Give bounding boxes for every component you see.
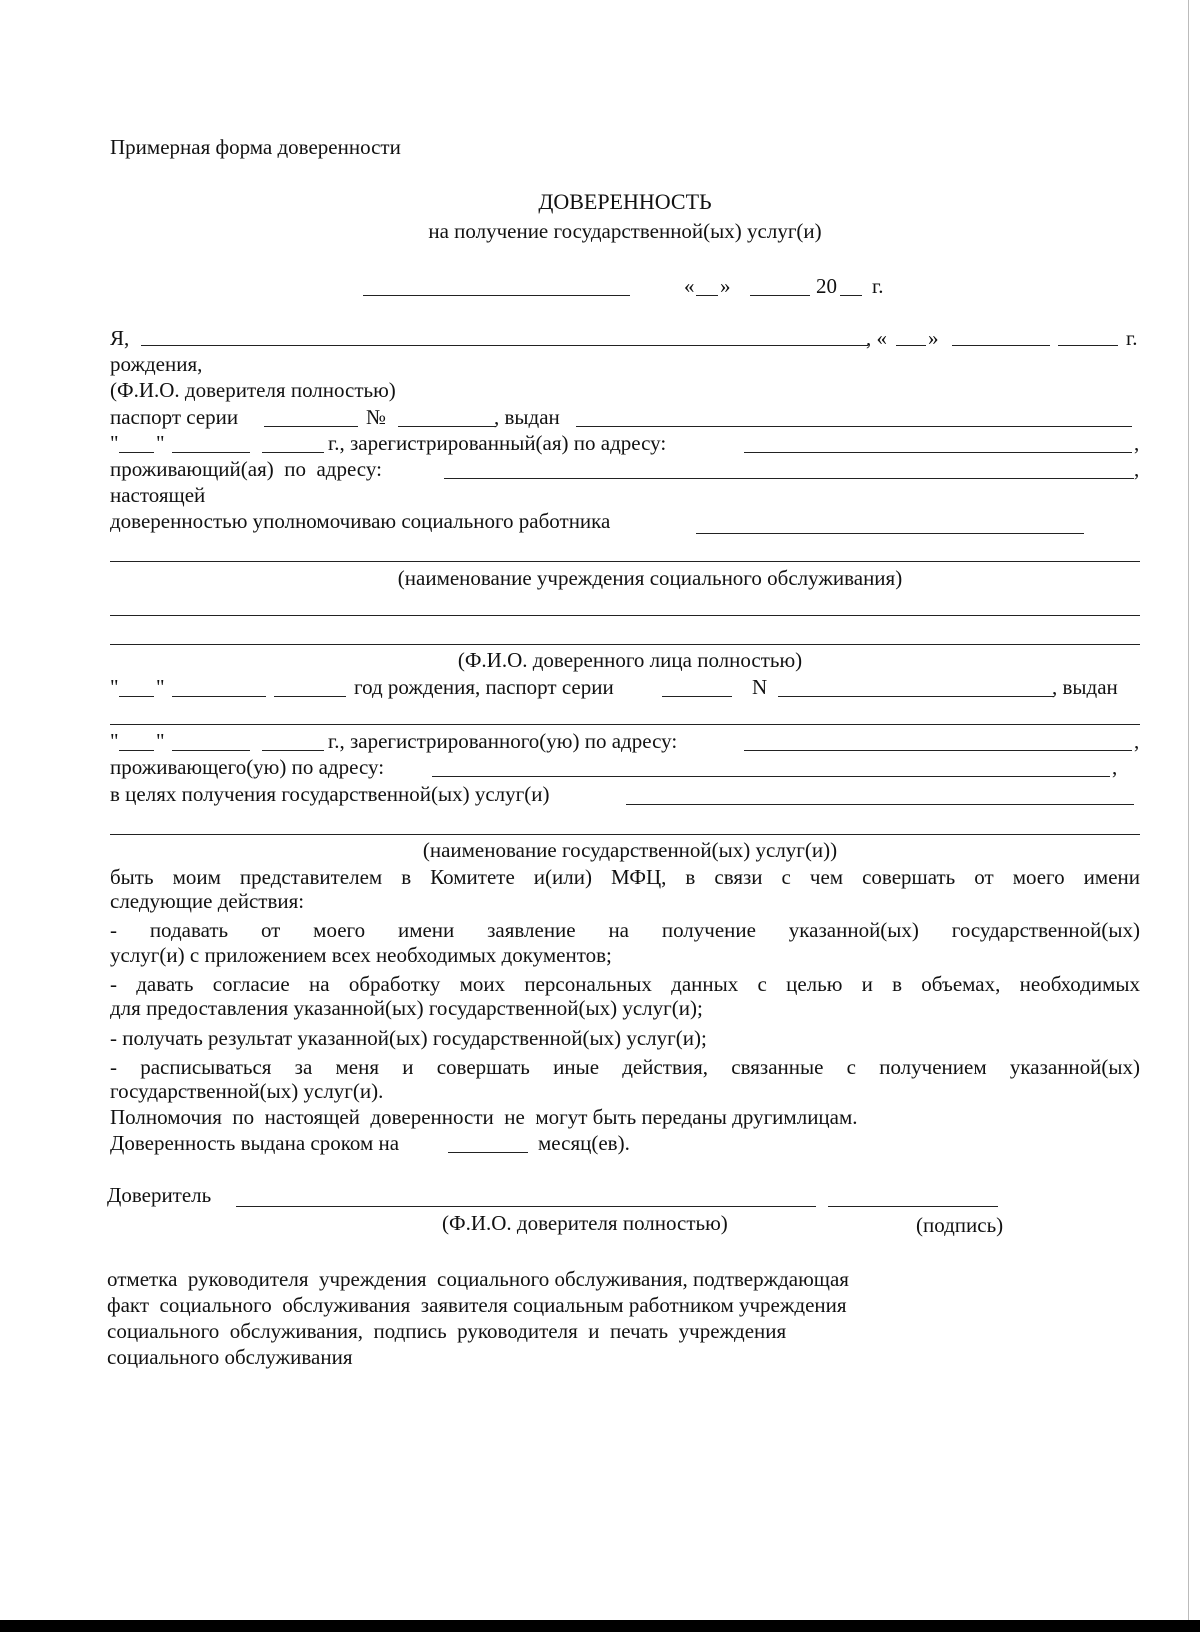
term-months-field[interactable]	[448, 1152, 528, 1153]
body-line-1b: следующие действия:	[110, 889, 305, 913]
principal-name-field[interactable]	[141, 345, 868, 346]
agent-issue-year-field[interactable]	[262, 750, 324, 751]
body-line-6: Полномочия по настоящей доверенности не могут быть переданы другимлицам.	[110, 1105, 858, 1129]
agent-issued-by-field[interactable]	[110, 724, 1140, 725]
agent-birth-month-field[interactable]	[172, 696, 266, 697]
principal-issued-label: , выдан	[494, 405, 560, 429]
body-line-1a: быть моим представителем в Комитете и(или) МФЦ, в связи с чем совершать от моего имени	[110, 865, 1140, 889]
agent-issue-day-field[interactable]	[119, 750, 154, 751]
principal-issued-by-field[interactable]	[576, 426, 1132, 427]
service-field-1[interactable]	[626, 804, 1134, 805]
principal-close-quote: »	[928, 326, 939, 350]
agent-birth-year-field[interactable]	[274, 696, 346, 697]
principal-comma-2: ,	[1134, 457, 1140, 481]
principal-birth-month-field[interactable]	[952, 345, 1050, 346]
agent-fio-note: (Ф.И.О. доверенного лица полностью)	[457, 648, 803, 672]
institution-field[interactable]	[110, 561, 1140, 562]
principal-fio-note: (Ф.И.О. доверителя полностью)	[110, 378, 396, 402]
principal-birth-day-field[interactable]	[896, 345, 926, 346]
date-year-suffix: г.	[872, 274, 884, 298]
body-line-5b: государственной(ых) услуг(и).	[110, 1079, 384, 1103]
body-line-5a: - расписываться за меня и совершать иные действия, связанные с получением указанной(ых)	[110, 1055, 1140, 1079]
footer-line-4: социального обслуживания	[107, 1345, 353, 1369]
document-title: ДОВЕРЕННОСТЬ	[538, 189, 712, 214]
body-line-2a: - подавать от моего имени заявление на получение указанной(ых) государственной(ых)	[110, 918, 1140, 942]
agent-quote-open: "	[110, 675, 119, 699]
scan-edge-line	[1188, 0, 1189, 1620]
institution-note: (наименование учреждения социального обслуживания)	[397, 566, 903, 590]
principal-year-suffix: г.	[1126, 326, 1138, 350]
footer-line-3: социального обслуживания, подпись руководителя и печать учреждения	[107, 1319, 787, 1343]
present-label: настоящей	[110, 483, 206, 507]
signature-fio-note: (Ф.И.О. доверителя полностью)	[442, 1211, 728, 1235]
signature-sign-note: (подпись)	[916, 1213, 1004, 1237]
date-year-field[interactable]	[840, 295, 862, 296]
agent-birth-passport-label: год рождения, паспорт серии	[354, 675, 614, 699]
principal-comma-1: ,	[1134, 431, 1140, 455]
agent-birth-day-field[interactable]	[119, 696, 154, 697]
agent-living-address-field[interactable]	[432, 776, 1110, 777]
footer-line-2: факт социального обслуживания заявителя социальным работником учреждения	[107, 1293, 847, 1317]
principal-birth-label: рождения,	[110, 352, 203, 376]
agent-name-field-1[interactable]	[110, 615, 1140, 616]
principal-passport-number-field[interactable]	[398, 426, 496, 427]
date-day-field[interactable]	[696, 295, 718, 296]
agent-name-field-2[interactable]	[110, 644, 1140, 645]
agent-registered-address-field[interactable]	[744, 750, 1132, 751]
agent-passport-number-field[interactable]	[778, 696, 1054, 697]
principal-signature-name-field[interactable]	[236, 1206, 816, 1207]
agent-quote-open-2: "	[110, 729, 119, 753]
principal-quote-open: "	[110, 431, 119, 455]
term-label: Доверенность выдана сроком на	[110, 1131, 400, 1155]
date-month-field[interactable]	[750, 295, 810, 296]
authorize-label: доверенностью уполномочиваю социального работника	[110, 509, 611, 533]
agent-registered-label: г., зарегистрированного(ую) по адресу:	[328, 729, 678, 753]
body-line-3a: - давать согласие на обработку моих персональных данных с целью и в объемах, необходимых	[110, 972, 1140, 996]
social-worker-field[interactable]	[696, 533, 1084, 534]
agent-passport-series-field[interactable]	[662, 696, 732, 697]
principal-signature-label: Доверитель	[107, 1183, 212, 1207]
footer-line-1: отметка руководителя учреждения социального обслуживания, подтверждающая	[107, 1267, 849, 1291]
agent-issue-month-field[interactable]	[172, 750, 250, 751]
agent-quote-close-2: "	[156, 729, 165, 753]
body-line-3b: для предоставления указанной(ых) государственной(ых) услуг(и);	[110, 996, 703, 1020]
principal-registered-address-field[interactable]	[744, 452, 1132, 453]
term-months-label: месяц(ев).	[538, 1131, 630, 1155]
principal-issue-day-field[interactable]	[119, 452, 154, 453]
principal-issue-year-field[interactable]	[262, 452, 324, 453]
service-note: (наименование государственной(ых) услуг(и))	[422, 838, 838, 862]
agent-issued-label: , выдан	[1052, 675, 1118, 699]
principal-quote-close: "	[156, 431, 165, 455]
principal-living-address-field[interactable]	[444, 478, 1134, 479]
purpose-label: в целях получения государственной(ых) услуг(и)	[110, 782, 550, 806]
principal-issue-month-field[interactable]	[172, 452, 250, 453]
date-open-quote: «	[684, 274, 695, 298]
body-line-2b: услуг(и) с приложением всех необходимых документов;	[110, 943, 612, 967]
agent-quote-close: "	[156, 675, 165, 699]
principal-ya: Я,	[110, 326, 130, 350]
agent-comma-1: ,	[1134, 729, 1140, 753]
principal-registered-label: г., зарегистрированный(ая) по адресу:	[328, 431, 667, 455]
principal-living-label: проживающий(ая) по адресу:	[110, 457, 382, 481]
principal-number-sign: №	[366, 405, 387, 429]
service-field-2[interactable]	[110, 834, 1140, 835]
place-field[interactable]	[363, 295, 630, 296]
principal-passport-series-field[interactable]	[264, 426, 358, 427]
principal-birth-year-field[interactable]	[1058, 345, 1118, 346]
principal-passport-label: паспорт серии	[110, 405, 239, 429]
body-line-4: - получать результат указанной(ых) государственной(ых) услуг(и);	[110, 1026, 707, 1050]
agent-n-label: N	[752, 675, 768, 699]
principal-comma-date: , «	[866, 326, 887, 350]
date-year-prefix: 20	[816, 274, 837, 298]
scan-bottom-border	[0, 1620, 1200, 1632]
agent-living-label: проживающего(ую) по адресу:	[110, 755, 385, 779]
document-subtitle: на получение государственной(ых) услуг(и)	[428, 219, 822, 243]
sample-form-note: Примерная форма доверенности	[110, 135, 401, 159]
agent-comma-2: ,	[1112, 755, 1118, 779]
date-close-quote: »	[720, 274, 731, 298]
principal-signature-field[interactable]	[828, 1206, 998, 1207]
